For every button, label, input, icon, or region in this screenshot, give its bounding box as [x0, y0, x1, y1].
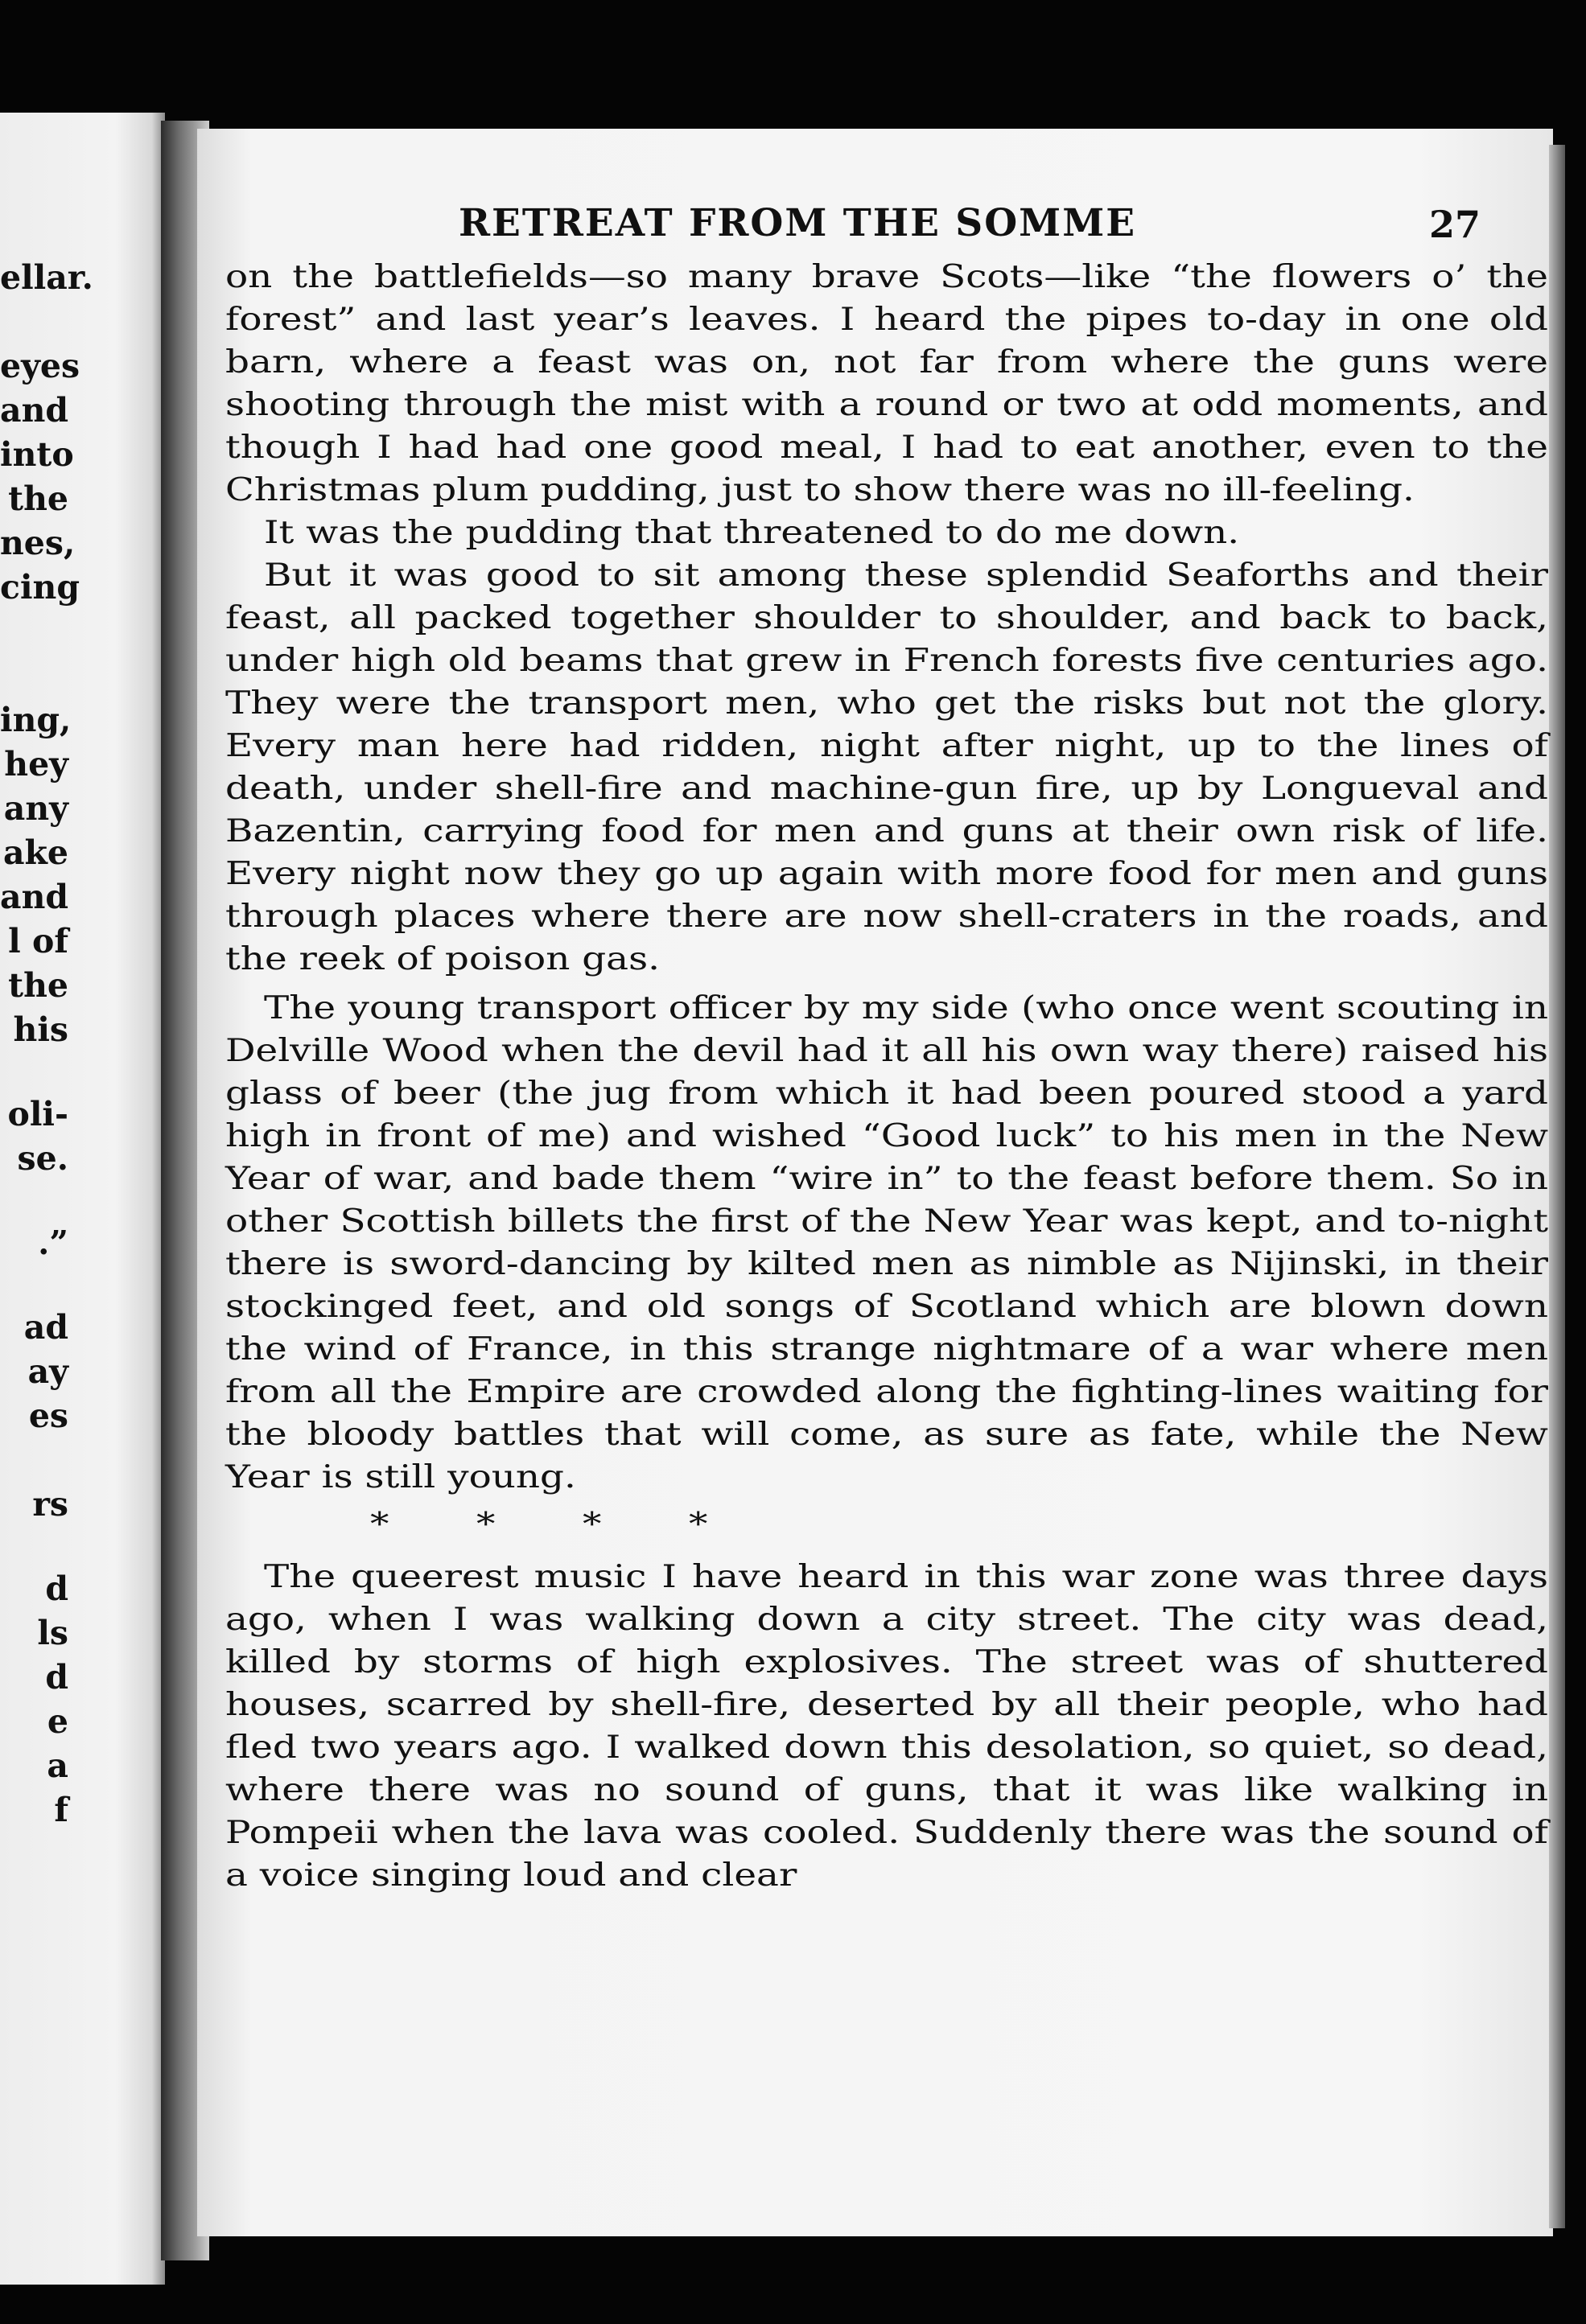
separator-asterisk: * — [583, 1507, 602, 1543]
running-title: RETREAT FROM THE SOMME — [459, 201, 1137, 245]
section-separator — [225, 1499, 1548, 1541]
left-page-fragment: se. — [17, 1139, 68, 1178]
left-page-fragment: es — [28, 1396, 68, 1435]
separator-asterisk: * — [476, 1507, 496, 1543]
paragraph: It was the pudding that threatened to do me down. — [264, 515, 1240, 551]
left-page-fragment: and — [0, 391, 69, 430]
separator-asterisk: * — [689, 1507, 708, 1543]
left-page-fragment: l of — [8, 922, 68, 960]
paragraph: The queerest music I have heard in this war zone was three days ago, when I was walking down a city street. The city was dead, killed by storms of high explosives. The street was of shuttered houses, scarred by shell-fire, deserted by all their people, who had fled two years ago. I walked down this desolation, so quiet, so dead, where there was no sound of guns, that it was like walking in Pompeii when the lava was cooled. Suddenly there was the sound of a voice singing loud and clear — [225, 1559, 1549, 1894]
paragraph-continued: on the battlefields—so many brave Scots—like “the flowers o’ the forest” and last year’s leaves. I heard the pipes to-day in one old barn, where a feast was on, not far from where the guns were shooting through the mist with a round or two at odd moments, and though I had had one good meal, I had to eat another, even to the Christmas plum pudding, just to show there was no ill-feeling. — [225, 259, 1549, 508]
paragraph: But it was good to sit among these splendid Seaforths and their feast, all packed together shoulder to shoulder, and back to back, under high old beams that grew in French forests five centuries ago. They were the transport men, who get the risks but not the glory. Every man here had ridden, night after night, up to the lines of death, under shell-fire and machine-gun fire, up by Longueval and Bazentin, carrying food for men and guns at their own risk of life. Every night now they go up again with more food for men and guns through places where there are now shell-craters in the roads, and the reek of poison gas. — [225, 557, 1549, 977]
previous-page — [0, 113, 165, 2285]
left-page-fragment: hey — [4, 745, 68, 784]
left-page-fragment: d — [45, 1658, 68, 1697]
left-page-fragment: the — [8, 966, 68, 1005]
left-page-fragment: ellar. — [0, 258, 93, 297]
left-page-fragment: and — [0, 878, 69, 916]
left-page-fragment: cing — [0, 568, 80, 607]
left-page-fragment: ing, — [0, 701, 72, 739]
left-page-fragment: into — [0, 435, 74, 474]
left-page-fragment: ad — [23, 1308, 68, 1347]
left-page-fragment: f — [54, 1791, 68, 1829]
left-page-fragment: his — [13, 1010, 68, 1049]
left-page-fragment: nes, — [0, 524, 76, 562]
left-page-fragment: d — [45, 1569, 68, 1608]
page-edge-shadow — [1549, 145, 1565, 2228]
body-text — [225, 256, 1548, 1897]
left-page-fragment: ls — [37, 1614, 68, 1652]
left-page-fragment: eyes — [0, 347, 80, 385]
left-page-fragment: rs — [32, 1485, 68, 1524]
left-page-fragment: a — [47, 1746, 68, 1785]
running-header — [257, 201, 1481, 257]
paragraph: The young transport officer by my side (who once went scouting in Delville Wood when the devil had it all his own way there) raised his glass of beer (the jug from which it had been poured stood a yard high in front of me) and wished “Good luck” to his men in the New Year of war, and bade them “wire in” to the feast before them. So in other Scottish billets the first of the New Year was kept, and to-night there is sword-dancing by kilted men as nimble as Nijinski, in their stockinged feet, and old songs of Scotland which are blown down the wind of France, in this strange nightmare of a war where men from all the Empire are crowded along the fighting-lines waiting for the bloody battles that will come, as sure as fate, while the New Year is still young. — [225, 990, 1549, 1495]
left-page-fragment: oli- — [7, 1095, 68, 1133]
page-number: 27 — [1428, 203, 1481, 246]
left-page-fragment: any — [3, 789, 68, 828]
left-page-fragment: ake — [2, 833, 68, 872]
left-page-fragment: ay — [27, 1352, 68, 1391]
left-page-fragment: the — [8, 479, 68, 518]
left-page-fragment: e — [47, 1702, 68, 1741]
left-page-fragment: .” — [38, 1224, 68, 1262]
separator-asterisk: * — [370, 1507, 389, 1543]
